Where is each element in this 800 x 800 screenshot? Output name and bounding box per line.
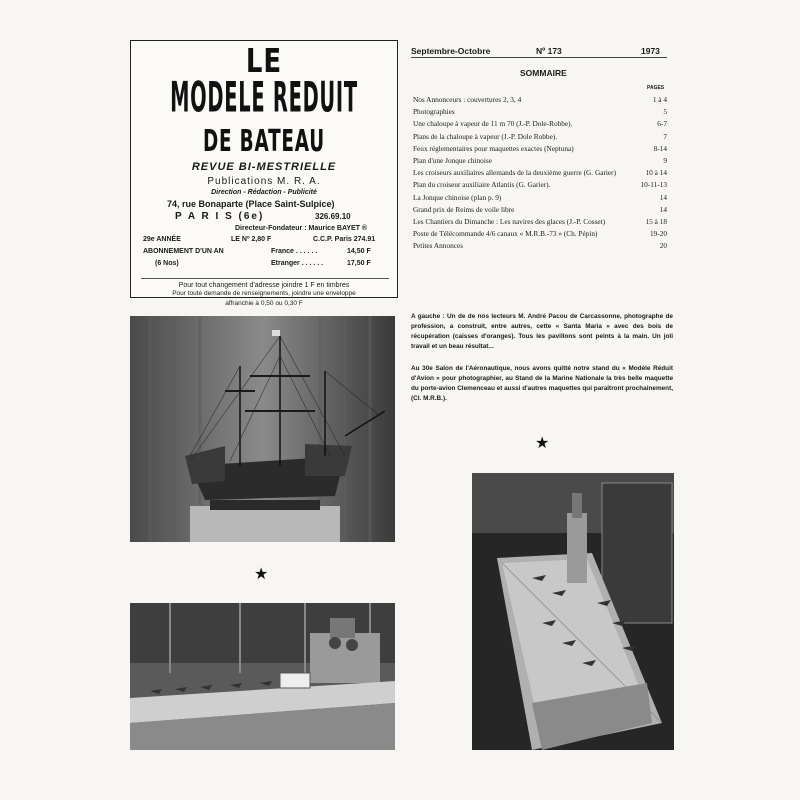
toc-item-page: 19-20 <box>649 229 667 239</box>
toc-item <box>413 133 667 141</box>
toc-item-title: Une chaloupe à vapeur de 11 m 70 (J.-P. Dole-Robbe). <box>413 120 573 129</box>
masthead-abo-etranger-label: Etranger . . . . . . <box>271 260 324 267</box>
toc-item-title: Plan du croiseur auxiliaire Atlantis (G. Garier). <box>413 181 551 190</box>
toc-item-title: Les croiseurs auxiliaires allemands de la deuxième guerre (G. Garier) <box>413 169 617 178</box>
masthead-box <box>130 40 398 298</box>
masthead-annee: 29e ANNÉE <box>143 236 181 243</box>
caption-salon: Au 30e Salon de l'Aéronautique, nous avons quitté notre stand du « Modèle Réduit d'Avion » pour photographier, au Stand de la Marine Nationale la très belle maquette du porte-avion Clemenceau et aussi d'autres maquettes qui paraîtront prochainement, (Cl. M.R.B.). <box>411 365 673 402</box>
masthead-publications: Publications M. R. A. <box>207 176 321 187</box>
toc-item <box>413 218 667 226</box>
sommaire-title: SOMMAIRE <box>520 68 567 78</box>
masthead-city: P A R I S (6e) <box>175 211 265 222</box>
toc-item-page: 10 à 14 <box>645 168 667 178</box>
toc-item <box>413 206 667 214</box>
carrier-top-illustration <box>472 473 674 750</box>
carrier-side-illustration <box>130 603 395 750</box>
pages-label: PAGES <box>647 85 665 91</box>
masthead-price: LE Nº 2,80 F <box>231 236 272 243</box>
toc-item-title: Poste de Télécommande 4/6 canaux « M.R.B.-73 » (Ch. Pépin) <box>413 230 598 239</box>
masthead-revue: REVUE BI-MESTRIELLE <box>191 161 337 173</box>
masthead-title-de: DE BATEAU <box>202 125 326 159</box>
toc-item-page: 7 <box>663 131 667 141</box>
toc-item <box>413 96 667 104</box>
toc-item-page: 10-11-13 <box>640 180 667 190</box>
caption-santa-maria: A gauche : Un de de nos lecteurs M. André Pacou de Carcassonne, photographe de profession, a construit, entre autres, cette « Santa Maria » avec des bois de récupération (caisses d'oranges). Tous les pavillons sont peints à la main. Un joli travail et un beau résultat... <box>411 313 673 350</box>
toc-item <box>413 120 667 128</box>
toc-item-page: 20 <box>659 241 667 251</box>
toc-item-page: 8-14 <box>653 143 667 153</box>
toc-item <box>413 145 667 153</box>
masthead-title-le: LE <box>245 43 283 81</box>
toc-item-title: Feux réglementaires pour maquettes exactes (Neptuna) <box>413 144 574 153</box>
masthead-founder: Directeur-Fondateur : Maurice BAYET ® <box>235 225 368 232</box>
toc-item-title: Grand prix de Reims de voile libre <box>413 205 515 214</box>
masthead-ccp: C.C.P. Paris 274.91 <box>313 236 376 243</box>
photo-santa-maria <box>130 316 395 542</box>
toc-item-title: Photographies <box>413 108 455 117</box>
toc-item-page: 14 <box>659 192 667 202</box>
issue-period: Septembre-Octobre <box>411 46 491 56</box>
toc-item <box>413 108 667 116</box>
toc-item-page: 15 à 18 <box>645 217 667 227</box>
toc-item-title: Plan d'une Jonque chinoise <box>413 157 492 166</box>
toc-item <box>413 181 667 189</box>
toc-item-page: 1 à 4 <box>652 95 667 104</box>
photo-carrier-side <box>130 603 395 750</box>
masthead-abonnement: ABONNEMENT D'UN AN <box>143 248 224 255</box>
masthead-address: 74, rue Bonaparte (Place Saint-Sulpice) <box>167 199 335 209</box>
toc-item-page: 9 <box>663 156 667 166</box>
masthead-phone: 326.69.10 <box>315 212 351 221</box>
masthead-direction: Direction - Rédaction - Publicité <box>211 189 317 196</box>
toc-item-title: La Jonque chinoise (plan p. 9) <box>413 193 502 202</box>
toc-item <box>413 230 667 238</box>
galleon-illustration <box>130 316 395 542</box>
toc-item-title: Nos Annonceurs : couvertures 2, 3, 4 <box>413 96 522 104</box>
masthead-note-address: Pour tout changement d'adresse joindre 1 F en timbres <box>178 282 350 289</box>
toc-item <box>413 157 667 165</box>
star-ornament: ★ <box>535 433 550 452</box>
masthead-abo-issues: (6 Nos) <box>155 260 179 267</box>
masthead-abo-etranger-price: 17,50 F <box>347 260 371 267</box>
masthead-abo-france-price: 14,50 F <box>347 248 371 255</box>
toc-item-title: Les Chantiers du Dimanche : Les navires des glaces (J.-P. Cosset) <box>413 218 606 227</box>
toc-item-page: 14 <box>659 204 667 214</box>
star-ornament: ★ <box>254 564 269 583</box>
toc-item <box>413 169 667 177</box>
toc-item-page: 6-7 <box>657 119 667 129</box>
toc-item-title: Plans de la chaloupe à vapeur (J.-P. Dole Robbe). <box>413 132 558 141</box>
toc-item <box>413 194 667 202</box>
issue-year: 1973 <box>641 46 660 56</box>
masthead-title-main: MODELE REDUIT <box>170 74 358 123</box>
masthead-abo-france-label: France . . . . . . <box>271 248 318 255</box>
toc-item-page: 5 <box>663 107 667 117</box>
masthead-note-info-2: affranchie à 0,50 ou 0,30 F <box>225 300 303 307</box>
toc-item-title: Petites Annonces <box>413 242 464 251</box>
toc-item <box>413 242 667 250</box>
table-of-contents <box>413 96 667 255</box>
masthead-note-info-1: Pour toute demande de renseignements, joindre une enveloppe <box>172 290 356 297</box>
header-rule <box>411 57 667 58</box>
photo-carrier-clemenceau <box>472 473 674 750</box>
masthead-divider <box>141 278 389 279</box>
issue-number: Nº 173 <box>536 46 562 56</box>
